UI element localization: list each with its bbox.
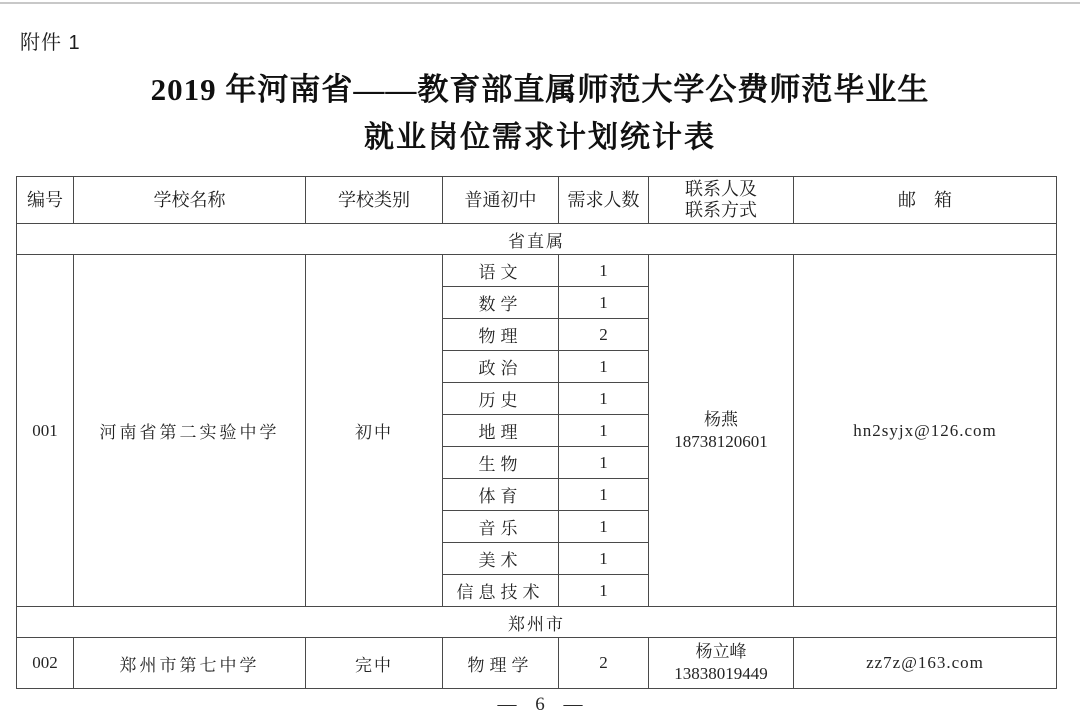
section-label-zhengzhou: 郑州市 (17, 607, 1057, 638)
row2-contact-phone: 13838019449 (674, 664, 768, 683)
row1-contact-name: 杨燕 (704, 409, 738, 429)
row1-no: 001 (17, 255, 74, 607)
table-row-002 (17, 638, 1057, 689)
subject-count: 1 (559, 511, 649, 543)
subject-count: 1 (559, 447, 649, 479)
subject-count: 1 (559, 415, 649, 447)
header-email: 邮 箱 (794, 177, 1057, 224)
attachment-label: 附件 1 (20, 32, 81, 54)
row2-no: 002 (17, 638, 74, 689)
subject-count: 1 (559, 575, 649, 607)
subject-name: 生物 (443, 447, 559, 479)
header-contact-line2: 联系方式 (685, 200, 757, 220)
page-title-line-2: 就业岗位需求计划统计表 (364, 121, 716, 154)
subject-count: 1 (559, 255, 649, 287)
subject-name: 数学 (443, 287, 559, 319)
subject-count: 1 (559, 479, 649, 511)
page-number: — 6 — (497, 694, 583, 715)
subject-name: 物理 (443, 319, 559, 351)
page-title-line-1: 2019 年河南省——教育部直属师范大学公费师范毕业生 (150, 72, 930, 107)
subject-count: 1 (559, 351, 649, 383)
row2-email: zz7z@163.com (794, 638, 1057, 689)
header-contact-line1: 联系人及 (685, 179, 757, 199)
subject-name: 地理 (443, 415, 559, 447)
header-demand: 需求人数 (559, 177, 649, 224)
row1-email: hn2syjx@126.com (794, 255, 1057, 607)
subject-name: 体育 (443, 479, 559, 511)
scan-artifact-line (0, 2, 1080, 4)
subject-row (17, 255, 1057, 287)
subject-name: 美术 (443, 543, 559, 575)
subject-count: 1 (559, 543, 649, 575)
subject-name: 政治 (443, 351, 559, 383)
subject-count: 2 (559, 319, 649, 351)
header-no: 编号 (17, 177, 74, 224)
table-header-row (17, 177, 1057, 224)
section-label-provincial: 省直属 (17, 224, 1057, 255)
subject-name: 信息技术 (443, 575, 559, 607)
subject-name: 语文 (443, 255, 559, 287)
subject-count: 1 (559, 287, 649, 319)
row2-school-name: 郑州市第七中学 (74, 638, 306, 689)
row1-contact (649, 255, 794, 607)
demand-plan-table (16, 176, 1057, 689)
subject-count: 1 (559, 383, 649, 415)
header-subject: 普通初中 (443, 177, 559, 224)
subject-name: 历史 (443, 383, 559, 415)
header-contact (649, 177, 794, 224)
row2-subject: 物理学 (443, 638, 559, 689)
row1-school-type: 初中 (306, 255, 443, 607)
row2-contact (649, 638, 794, 689)
row2-school-type: 完中 (306, 638, 443, 689)
header-school-type: 学校类别 (306, 177, 443, 224)
section-row-zhengzhou (17, 607, 1057, 638)
row1-school-name: 河南省第二实验中学 (74, 255, 306, 607)
section-row-provincial (17, 224, 1057, 255)
header-school-name: 学校名称 (74, 177, 306, 224)
row1-contact-phone: 18738120601 (674, 431, 768, 451)
subject-name: 音乐 (443, 511, 559, 543)
row2-contact-name: 杨立峰 (695, 642, 747, 661)
row2-demand: 2 (559, 638, 649, 689)
